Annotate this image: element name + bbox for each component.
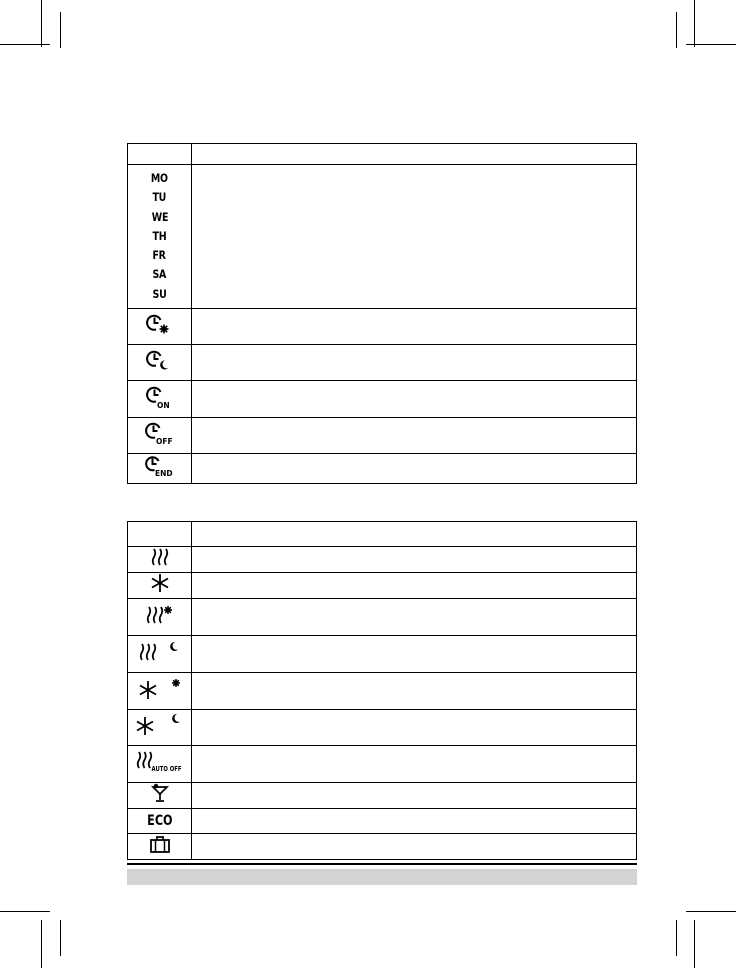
icon-cell xyxy=(128,381,192,418)
row-description xyxy=(192,834,637,860)
icon-cell xyxy=(128,710,192,746)
footer-bar xyxy=(127,869,637,885)
snowflake-icon xyxy=(150,573,170,593)
header-description-cell xyxy=(192,144,637,165)
table-row xyxy=(128,547,637,573)
table-row xyxy=(128,309,637,345)
svg-text:ON: ON xyxy=(156,400,170,410)
day-label-tu: TU xyxy=(152,190,167,205)
table-row xyxy=(128,573,637,599)
day-label-mo: MO xyxy=(151,171,168,185)
table-row xyxy=(128,834,637,860)
icon-cell xyxy=(128,783,192,809)
row-description xyxy=(192,454,637,484)
header-description-cell xyxy=(192,522,637,547)
weekday-labels-cell xyxy=(128,165,192,309)
svg-text:OFF: OFF xyxy=(155,437,173,447)
table-row xyxy=(128,809,637,834)
day-label-sa: SA xyxy=(152,267,167,282)
icon-cell xyxy=(128,746,192,783)
icon-cell xyxy=(128,673,192,710)
cool-moon-icon xyxy=(136,712,184,738)
day-label-fr: FR xyxy=(152,248,167,263)
icon-cell xyxy=(128,345,192,381)
cocktail-party-icon xyxy=(150,783,170,803)
table-row xyxy=(128,636,637,673)
icon-cell xyxy=(128,309,192,345)
table-row xyxy=(128,710,637,746)
table-row xyxy=(128,165,637,309)
icon-cell xyxy=(128,454,192,484)
svg-text:END: END xyxy=(154,469,173,479)
heat-moon-icon xyxy=(138,640,182,664)
icon-cell xyxy=(128,809,192,834)
icon-cell xyxy=(128,834,192,860)
row-description xyxy=(192,673,637,710)
day-label-su: SU xyxy=(152,286,167,301)
table-row xyxy=(128,418,637,454)
icon-cell xyxy=(128,636,192,673)
icon-cell xyxy=(128,599,192,636)
mode-icons-table xyxy=(127,521,637,860)
icon-cell xyxy=(128,573,192,599)
header-icon-cell xyxy=(128,144,192,165)
row-description xyxy=(192,381,637,418)
clock-moon-icon xyxy=(146,347,174,373)
table-row xyxy=(128,599,637,636)
row-description xyxy=(192,345,637,381)
table-row xyxy=(128,345,637,381)
row-description xyxy=(192,710,637,746)
cool-sun-icon xyxy=(138,677,182,701)
header-icon-cell xyxy=(128,522,192,547)
row-description xyxy=(192,309,637,345)
row-description xyxy=(192,165,637,309)
weekday-labels xyxy=(128,165,191,308)
table-row xyxy=(128,673,637,710)
suitcase-holiday-icon xyxy=(149,834,171,854)
day-label-we: WE xyxy=(151,209,168,224)
day-label-th: TH xyxy=(152,228,167,243)
table-row xyxy=(128,381,637,418)
table-header-row xyxy=(128,522,637,547)
row-description xyxy=(192,809,637,834)
program-icons-table xyxy=(127,143,637,484)
row-description xyxy=(192,636,637,673)
table-row xyxy=(128,746,637,783)
footer-rule xyxy=(127,863,637,865)
table-row xyxy=(128,783,637,809)
row-description xyxy=(192,599,637,636)
svg-text:AUTO OFF: AUTO OFF xyxy=(151,764,182,773)
heat-sun-icon xyxy=(146,604,174,626)
row-description xyxy=(192,418,637,454)
clock-off-icon xyxy=(145,419,175,447)
row-description xyxy=(192,783,637,809)
clock-sun-icon xyxy=(146,311,174,337)
heat-waves-icon xyxy=(150,547,170,567)
eco-icon: ECO xyxy=(146,813,173,829)
icon-cell xyxy=(128,547,192,573)
row-description xyxy=(192,573,637,599)
heat-auto-off-icon xyxy=(136,750,184,774)
table-header-row xyxy=(128,144,637,165)
row-description xyxy=(192,547,637,573)
table-row xyxy=(128,454,637,484)
clock-on-icon xyxy=(146,383,174,411)
row-description xyxy=(192,746,637,783)
clock-end-icon xyxy=(145,454,175,478)
icon-cell xyxy=(128,418,192,454)
